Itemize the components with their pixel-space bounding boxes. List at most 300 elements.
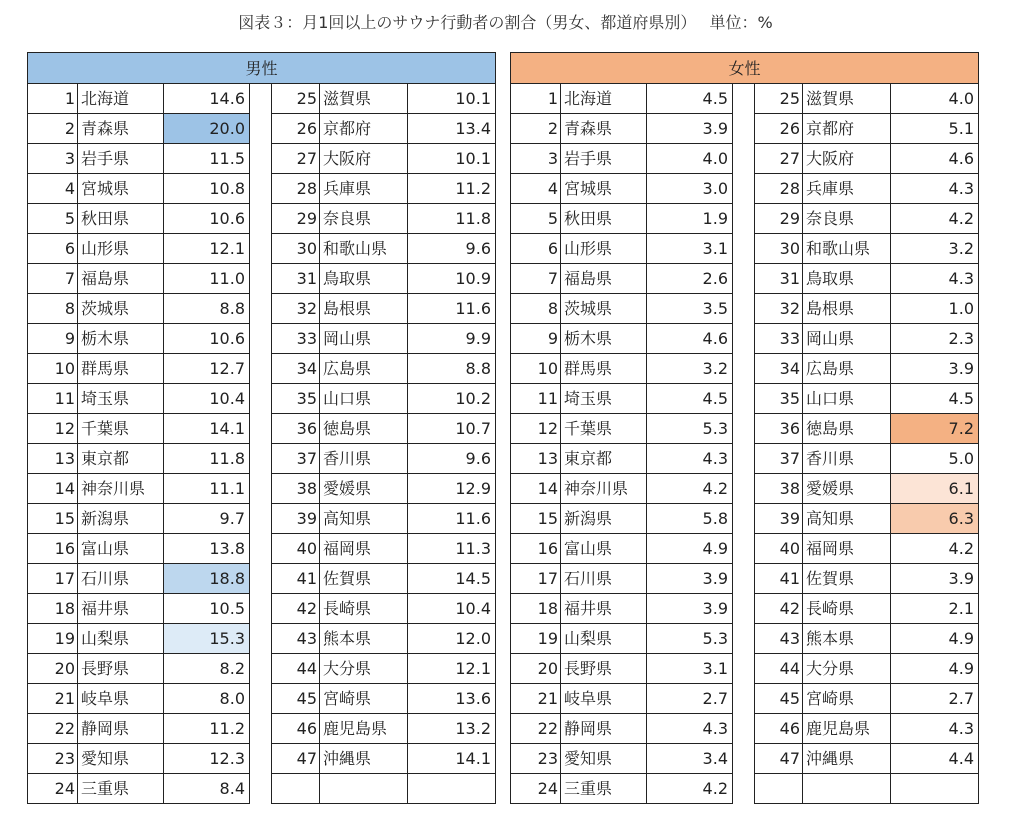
female-table bbox=[510, 52, 979, 804]
gap-cell bbox=[733, 414, 755, 444]
value-cell: 10.7 bbox=[408, 414, 496, 444]
value-cell: 4.2 bbox=[891, 204, 979, 234]
rank-cell: 32 bbox=[272, 294, 320, 324]
table-row bbox=[28, 384, 496, 414]
prefecture-cell: 京都府 bbox=[320, 114, 408, 144]
empty-cell bbox=[320, 774, 408, 804]
rank-cell: 41 bbox=[272, 564, 320, 594]
prefecture-cell: 富山県 bbox=[561, 534, 647, 564]
table-row bbox=[511, 84, 979, 114]
value-cell: 4.9 bbox=[891, 654, 979, 684]
rank-cell: 37 bbox=[272, 444, 320, 474]
value-cell: 5.3 bbox=[647, 624, 733, 654]
rank-cell: 36 bbox=[272, 414, 320, 444]
table-row bbox=[28, 234, 496, 264]
value-cell: 13.4 bbox=[408, 114, 496, 144]
prefecture-cell: 佐賀県 bbox=[320, 564, 408, 594]
table-row bbox=[28, 744, 496, 774]
rank-cell: 1 bbox=[28, 84, 78, 114]
rank-cell: 22 bbox=[28, 714, 78, 744]
rank-cell: 40 bbox=[272, 534, 320, 564]
prefecture-cell: 和歌山県 bbox=[803, 234, 891, 264]
value-cell: 10.1 bbox=[408, 144, 496, 174]
gap-cell bbox=[733, 234, 755, 264]
value-cell: 9.6 bbox=[408, 444, 496, 474]
value-cell: 12.3 bbox=[164, 744, 250, 774]
gap-cell bbox=[733, 594, 755, 624]
gap-cell bbox=[250, 474, 272, 504]
value-cell: 13.6 bbox=[408, 684, 496, 714]
prefecture-cell: 埼玉県 bbox=[78, 384, 164, 414]
rank-cell: 33 bbox=[272, 324, 320, 354]
rank-cell: 14 bbox=[511, 474, 561, 504]
value-cell: 4.6 bbox=[647, 324, 733, 354]
gap-cell bbox=[733, 564, 755, 594]
rank-cell: 9 bbox=[28, 324, 78, 354]
rank-cell: 5 bbox=[28, 204, 78, 234]
gap-cell bbox=[733, 684, 755, 714]
prefecture-cell: 福井県 bbox=[561, 594, 647, 624]
value-cell: 5.3 bbox=[647, 414, 733, 444]
value-cell: 4.0 bbox=[647, 144, 733, 174]
prefecture-cell: 青森県 bbox=[561, 114, 647, 144]
value-cell: 10.5 bbox=[164, 594, 250, 624]
prefecture-cell: 愛媛県 bbox=[320, 474, 408, 504]
rank-cell: 18 bbox=[511, 594, 561, 624]
prefecture-cell: 宮崎県 bbox=[803, 684, 891, 714]
value-cell: 8.4 bbox=[164, 774, 250, 804]
prefecture-cell: 栃木県 bbox=[561, 324, 647, 354]
rank-cell: 37 bbox=[755, 444, 803, 474]
rank-cell: 28 bbox=[272, 174, 320, 204]
prefecture-cell: 山形県 bbox=[561, 234, 647, 264]
rank-cell: 35 bbox=[755, 384, 803, 414]
male-header: 男性 bbox=[28, 53, 496, 84]
value-cell: 11.3 bbox=[408, 534, 496, 564]
table-row bbox=[511, 594, 979, 624]
empty-cell bbox=[803, 774, 891, 804]
rank-cell: 28 bbox=[755, 174, 803, 204]
table-row bbox=[28, 114, 496, 144]
rank-cell: 44 bbox=[755, 654, 803, 684]
prefecture-cell: 兵庫県 bbox=[803, 174, 891, 204]
prefecture-cell: 佐賀県 bbox=[803, 564, 891, 594]
rank-cell: 36 bbox=[755, 414, 803, 444]
table-row bbox=[28, 774, 496, 804]
rank-cell: 19 bbox=[28, 624, 78, 654]
rank-cell: 22 bbox=[511, 714, 561, 744]
prefecture-cell: 石川県 bbox=[561, 564, 647, 594]
table-row bbox=[511, 414, 979, 444]
rank-cell: 11 bbox=[28, 384, 78, 414]
prefecture-cell: 大阪府 bbox=[803, 144, 891, 174]
rank-cell: 38 bbox=[755, 474, 803, 504]
prefecture-cell: 鳥取県 bbox=[320, 264, 408, 294]
rank-cell: 16 bbox=[511, 534, 561, 564]
value-cell: 18.8 bbox=[164, 564, 250, 594]
prefecture-cell: 山梨県 bbox=[561, 624, 647, 654]
value-cell: 4.0 bbox=[891, 84, 979, 114]
value-cell: 4.9 bbox=[891, 624, 979, 654]
prefecture-cell: 茨城県 bbox=[561, 294, 647, 324]
rank-cell: 32 bbox=[755, 294, 803, 324]
male-header-row bbox=[28, 53, 496, 84]
table-row bbox=[28, 294, 496, 324]
rank-cell: 7 bbox=[511, 264, 561, 294]
empty-cell bbox=[891, 774, 979, 804]
gap-cell bbox=[733, 744, 755, 774]
value-cell: 7.2 bbox=[891, 414, 979, 444]
gap-cell bbox=[250, 714, 272, 744]
gap-cell bbox=[733, 534, 755, 564]
gap-cell bbox=[250, 414, 272, 444]
value-cell: 5.1 bbox=[891, 114, 979, 144]
prefecture-cell: 長崎県 bbox=[803, 594, 891, 624]
value-cell: 2.7 bbox=[891, 684, 979, 714]
rank-cell: 35 bbox=[272, 384, 320, 414]
gap-cell bbox=[250, 264, 272, 294]
prefecture-cell: 和歌山県 bbox=[320, 234, 408, 264]
rank-cell: 42 bbox=[272, 594, 320, 624]
rank-cell: 23 bbox=[511, 744, 561, 774]
gap-cell bbox=[733, 204, 755, 234]
rank-cell: 5 bbox=[511, 204, 561, 234]
table-row bbox=[28, 144, 496, 174]
table-row bbox=[28, 684, 496, 714]
value-cell: 4.3 bbox=[647, 444, 733, 474]
table-row bbox=[511, 684, 979, 714]
prefecture-cell: 長野県 bbox=[78, 654, 164, 684]
gap-cell bbox=[733, 144, 755, 174]
rank-cell: 15 bbox=[511, 504, 561, 534]
rank-cell: 12 bbox=[511, 414, 561, 444]
gap-cell bbox=[733, 444, 755, 474]
value-cell: 4.3 bbox=[891, 264, 979, 294]
table-row bbox=[511, 384, 979, 414]
prefecture-cell: 香川県 bbox=[803, 444, 891, 474]
value-cell: 8.8 bbox=[164, 294, 250, 324]
prefecture-cell: 福島県 bbox=[78, 264, 164, 294]
table-row bbox=[28, 654, 496, 684]
female-header: 女性 bbox=[511, 53, 979, 84]
prefecture-cell: 鳥取県 bbox=[803, 264, 891, 294]
rank-cell: 3 bbox=[28, 144, 78, 174]
table-row bbox=[511, 444, 979, 474]
value-cell: 11.5 bbox=[164, 144, 250, 174]
prefecture-cell: 岐阜県 bbox=[561, 684, 647, 714]
value-cell: 4.2 bbox=[647, 774, 733, 804]
rank-cell: 34 bbox=[755, 354, 803, 384]
value-cell: 4.3 bbox=[891, 174, 979, 204]
prefecture-cell: 大阪府 bbox=[320, 144, 408, 174]
rank-cell: 47 bbox=[755, 744, 803, 774]
prefecture-cell: 京都府 bbox=[803, 114, 891, 144]
value-cell: 4.2 bbox=[891, 534, 979, 564]
value-cell: 11.6 bbox=[408, 294, 496, 324]
gap-cell bbox=[733, 354, 755, 384]
value-cell: 2.7 bbox=[647, 684, 733, 714]
value-cell: 6.3 bbox=[891, 504, 979, 534]
prefecture-cell: 富山県 bbox=[78, 534, 164, 564]
prefecture-cell: 静岡県 bbox=[78, 714, 164, 744]
table-row bbox=[28, 534, 496, 564]
rank-cell: 42 bbox=[755, 594, 803, 624]
gap-cell bbox=[250, 234, 272, 264]
rank-cell: 21 bbox=[28, 684, 78, 714]
value-cell: 8.2 bbox=[164, 654, 250, 684]
prefecture-cell: 山口県 bbox=[803, 384, 891, 414]
value-cell: 3.9 bbox=[647, 594, 733, 624]
rank-cell: 4 bbox=[28, 174, 78, 204]
gap-cell bbox=[250, 594, 272, 624]
gap-cell bbox=[250, 684, 272, 714]
gap-cell bbox=[250, 324, 272, 354]
value-cell: 10.6 bbox=[164, 324, 250, 354]
rank-cell: 26 bbox=[755, 114, 803, 144]
rank-cell: 46 bbox=[755, 714, 803, 744]
gap-cell bbox=[250, 744, 272, 774]
value-cell: 3.1 bbox=[647, 234, 733, 264]
gap-cell bbox=[733, 474, 755, 504]
prefecture-cell: 徳島県 bbox=[803, 414, 891, 444]
prefecture-cell: 千葉県 bbox=[78, 414, 164, 444]
table-row bbox=[511, 204, 979, 234]
gap-cell bbox=[250, 534, 272, 564]
rank-cell: 27 bbox=[755, 144, 803, 174]
value-cell: 11.2 bbox=[164, 714, 250, 744]
value-cell: 12.0 bbox=[408, 624, 496, 654]
prefecture-cell: 秋田県 bbox=[561, 204, 647, 234]
value-cell: 3.9 bbox=[891, 354, 979, 384]
value-cell: 4.5 bbox=[891, 384, 979, 414]
empty-cell bbox=[408, 774, 496, 804]
table-row bbox=[511, 564, 979, 594]
rank-cell: 19 bbox=[511, 624, 561, 654]
rank-cell: 46 bbox=[272, 714, 320, 744]
rank-cell: 24 bbox=[28, 774, 78, 804]
value-cell: 5.8 bbox=[647, 504, 733, 534]
prefecture-cell: 奈良県 bbox=[803, 204, 891, 234]
prefecture-cell: 東京都 bbox=[78, 444, 164, 474]
value-cell: 3.9 bbox=[647, 114, 733, 144]
prefecture-cell: 北海道 bbox=[561, 84, 647, 114]
prefecture-cell: 東京都 bbox=[561, 444, 647, 474]
table-row bbox=[511, 774, 979, 804]
table-row bbox=[28, 324, 496, 354]
empty-cell bbox=[272, 774, 320, 804]
prefecture-cell: 兵庫県 bbox=[320, 174, 408, 204]
prefecture-cell: 埼玉県 bbox=[561, 384, 647, 414]
prefecture-cell: 沖縄県 bbox=[320, 744, 408, 774]
gap-cell bbox=[250, 114, 272, 144]
rank-cell: 26 bbox=[272, 114, 320, 144]
table-row bbox=[511, 324, 979, 354]
value-cell: 2.3 bbox=[891, 324, 979, 354]
value-cell: 10.4 bbox=[408, 594, 496, 624]
prefecture-cell: 北海道 bbox=[78, 84, 164, 114]
value-cell: 10.2 bbox=[408, 384, 496, 414]
value-cell: 6.1 bbox=[891, 474, 979, 504]
prefecture-cell: 奈良県 bbox=[320, 204, 408, 234]
prefecture-cell: 新潟県 bbox=[78, 504, 164, 534]
gap-cell bbox=[733, 624, 755, 654]
prefecture-cell: 神奈川県 bbox=[78, 474, 164, 504]
rank-cell: 15 bbox=[28, 504, 78, 534]
value-cell: 10.4 bbox=[164, 384, 250, 414]
prefecture-cell: 滋賀県 bbox=[320, 84, 408, 114]
value-cell: 3.1 bbox=[647, 654, 733, 684]
prefecture-cell: 栃木県 bbox=[78, 324, 164, 354]
rank-cell: 39 bbox=[272, 504, 320, 534]
rank-cell: 47 bbox=[272, 744, 320, 774]
prefecture-cell: 岐阜県 bbox=[78, 684, 164, 714]
gap-cell bbox=[733, 174, 755, 204]
prefecture-cell: 香川県 bbox=[320, 444, 408, 474]
prefecture-cell: 茨城県 bbox=[78, 294, 164, 324]
prefecture-cell: 大分県 bbox=[803, 654, 891, 684]
gap-cell bbox=[733, 654, 755, 684]
prefecture-cell: 高知県 bbox=[803, 504, 891, 534]
gap-cell bbox=[733, 294, 755, 324]
table-row bbox=[28, 414, 496, 444]
value-cell: 14.1 bbox=[164, 414, 250, 444]
rank-cell: 10 bbox=[28, 354, 78, 384]
rank-cell: 20 bbox=[511, 654, 561, 684]
gap-cell bbox=[733, 714, 755, 744]
value-cell: 10.8 bbox=[164, 174, 250, 204]
table-row bbox=[511, 264, 979, 294]
prefecture-cell: 山梨県 bbox=[78, 624, 164, 654]
value-cell: 15.3 bbox=[164, 624, 250, 654]
value-cell: 4.2 bbox=[647, 474, 733, 504]
table-row bbox=[28, 174, 496, 204]
table-row bbox=[28, 444, 496, 474]
table-row bbox=[511, 114, 979, 144]
prefecture-cell: 鹿児島県 bbox=[803, 714, 891, 744]
value-cell: 4.9 bbox=[647, 534, 733, 564]
table-row bbox=[511, 294, 979, 324]
gap-cell bbox=[250, 144, 272, 174]
table-row bbox=[511, 504, 979, 534]
rank-cell: 43 bbox=[272, 624, 320, 654]
gap-cell bbox=[250, 384, 272, 414]
value-cell: 4.5 bbox=[647, 384, 733, 414]
prefecture-cell: 島根県 bbox=[803, 294, 891, 324]
rank-cell: 31 bbox=[272, 264, 320, 294]
prefecture-cell: 徳島県 bbox=[320, 414, 408, 444]
value-cell: 10.9 bbox=[408, 264, 496, 294]
value-cell: 9.9 bbox=[408, 324, 496, 354]
value-cell: 10.1 bbox=[408, 84, 496, 114]
rank-cell: 9 bbox=[511, 324, 561, 354]
value-cell: 4.3 bbox=[891, 714, 979, 744]
table-row bbox=[511, 474, 979, 504]
value-cell: 2.6 bbox=[647, 264, 733, 294]
rank-cell: 1 bbox=[511, 84, 561, 114]
rank-cell: 13 bbox=[28, 444, 78, 474]
prefecture-cell: 大分県 bbox=[320, 654, 408, 684]
prefecture-cell: 新潟県 bbox=[561, 504, 647, 534]
prefecture-cell: 長野県 bbox=[561, 654, 647, 684]
value-cell: 3.9 bbox=[647, 564, 733, 594]
prefecture-cell: 青森県 bbox=[78, 114, 164, 144]
prefecture-cell: 三重県 bbox=[561, 774, 647, 804]
rank-cell: 16 bbox=[28, 534, 78, 564]
rank-cell: 25 bbox=[272, 84, 320, 114]
rank-cell: 14 bbox=[28, 474, 78, 504]
prefecture-cell: 福島県 bbox=[561, 264, 647, 294]
rank-cell: 21 bbox=[511, 684, 561, 714]
rank-cell: 30 bbox=[755, 234, 803, 264]
value-cell: 3.0 bbox=[647, 174, 733, 204]
gap-cell bbox=[733, 324, 755, 354]
prefecture-cell: 鹿児島県 bbox=[320, 714, 408, 744]
rank-cell: 20 bbox=[28, 654, 78, 684]
rank-cell: 23 bbox=[28, 744, 78, 774]
figure-title: 図表３：月1回以上のサウナ行動者の割合（男女、都道府県別） 単位：% bbox=[238, 13, 773, 32]
rank-cell: 40 bbox=[755, 534, 803, 564]
value-cell: 11.0 bbox=[164, 264, 250, 294]
value-cell: 9.7 bbox=[164, 504, 250, 534]
rank-cell: 45 bbox=[272, 684, 320, 714]
rank-cell: 38 bbox=[272, 474, 320, 504]
prefecture-cell: 愛媛県 bbox=[803, 474, 891, 504]
value-cell: 11.8 bbox=[408, 204, 496, 234]
gap-cell bbox=[250, 204, 272, 234]
table-row bbox=[28, 204, 496, 234]
value-cell: 1.0 bbox=[891, 294, 979, 324]
prefecture-cell: 熊本県 bbox=[320, 624, 408, 654]
value-cell: 11.6 bbox=[408, 504, 496, 534]
table-row bbox=[511, 534, 979, 564]
rank-cell: 44 bbox=[272, 654, 320, 684]
gap-cell bbox=[733, 504, 755, 534]
table-row bbox=[28, 504, 496, 534]
table-row bbox=[511, 654, 979, 684]
value-cell: 12.1 bbox=[408, 654, 496, 684]
value-cell: 14.5 bbox=[408, 564, 496, 594]
table-row bbox=[28, 474, 496, 504]
value-cell: 4.4 bbox=[891, 744, 979, 774]
rank-cell: 17 bbox=[511, 564, 561, 594]
gap-cell bbox=[250, 84, 272, 114]
value-cell: 3.2 bbox=[891, 234, 979, 264]
gap-cell bbox=[733, 84, 755, 114]
rank-cell: 31 bbox=[755, 264, 803, 294]
rank-cell: 29 bbox=[272, 204, 320, 234]
value-cell: 3.9 bbox=[891, 564, 979, 594]
rank-cell: 27 bbox=[272, 144, 320, 174]
rank-cell: 3 bbox=[511, 144, 561, 174]
prefecture-cell: 岡山県 bbox=[320, 324, 408, 354]
prefecture-cell: 滋賀県 bbox=[803, 84, 891, 114]
rank-cell: 39 bbox=[755, 504, 803, 534]
gap-cell bbox=[250, 654, 272, 684]
prefecture-cell: 福岡県 bbox=[320, 534, 408, 564]
female-header-row bbox=[511, 53, 979, 84]
table-row bbox=[28, 264, 496, 294]
gap-cell bbox=[250, 624, 272, 654]
value-cell: 11.2 bbox=[408, 174, 496, 204]
table-row bbox=[28, 594, 496, 624]
table-row bbox=[28, 564, 496, 594]
value-cell: 11.8 bbox=[164, 444, 250, 474]
prefecture-cell: 岡山県 bbox=[803, 324, 891, 354]
table-row bbox=[28, 84, 496, 114]
prefecture-cell: 福岡県 bbox=[803, 534, 891, 564]
prefecture-cell: 岩手県 bbox=[78, 144, 164, 174]
prefecture-cell: 石川県 bbox=[78, 564, 164, 594]
